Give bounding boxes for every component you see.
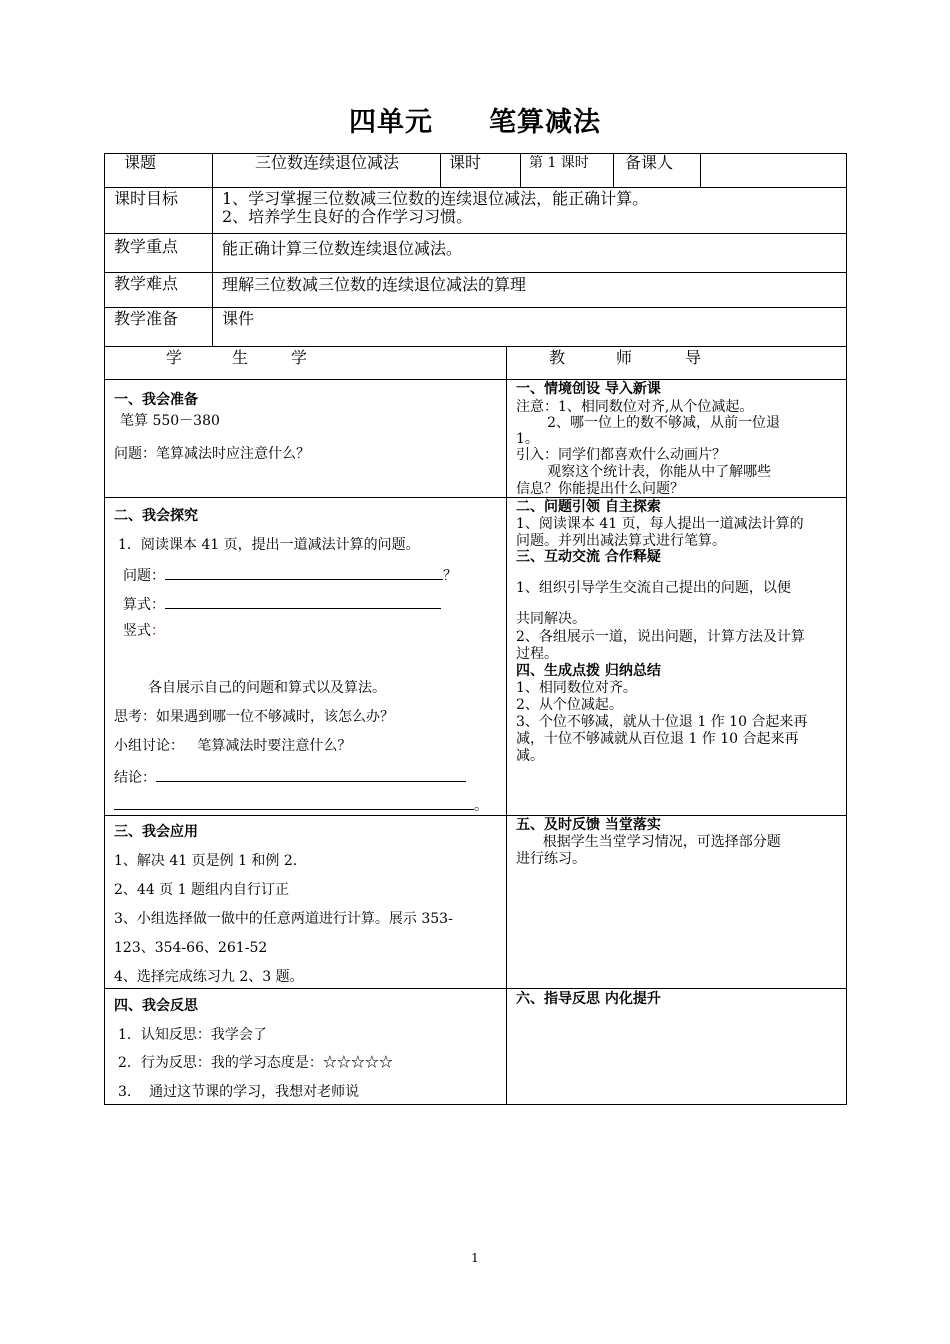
s3-teacher-heading: 五、及时反馈 当堂落实 [516,817,661,833]
preparer-label: 备课人 [625,153,674,172]
s2-teacher-heading2: 三、互动交流 合作释疑 [516,549,661,565]
difficulty-label: 教学难点 [114,274,179,293]
s3-teacher-line2: 进行练习。 [516,851,586,867]
s2-student-read: 1．阅读课本 41 页，提出一道减法计算的问题。 [118,537,420,553]
prep-label: 教学准备 [114,309,179,328]
difficulty-value: 理解三位数减三位数的连续退位减法的算理 [222,275,527,294]
student-col-char3: 学 [291,348,308,367]
period-value: 第 1 课时 [529,155,589,171]
s1-teacher-line4: 引入：同学们都喜欢什么动画片？ [516,447,726,463]
question-blank[interactable] [165,565,443,580]
formula-blank[interactable] [165,594,441,609]
s2-teacher-l3-4: 减，十位不够减就从百位退 1 作 10 合起来再 [516,731,799,747]
page-number: 1 [471,1251,479,1265]
s4-teacher-heading: 六、指导反思 内化提升 [516,991,661,1007]
objective-label: 课时目标 [114,189,179,208]
s2-teacher-l3-3: 3、个位不够减，就从十位退 1 作 10 合起来再 [516,714,808,730]
s2-teacher-heading3: 四、生成点拨 归纳总结 [516,663,661,679]
teacher-col-char2: 师 [616,348,633,367]
s1-teacher-line5: 观察这个统计表，你能从中了解哪些 [516,464,772,480]
s2-teacher-l3-2: 2、从个位减起。 [516,697,623,713]
s3-teacher-line1: 根据学生当堂学习情况，可选择部分题 [516,834,781,850]
s4-student-line1: 1．认知反思：我学会了 [118,1027,267,1043]
question-end: ？ [443,568,457,584]
s2-teacher-l2-3: 2、各组展示一道，说出问题，计算方法及计算 [516,629,805,645]
s2-teacher-l3-1: 1、相同数位对齐。 [516,680,637,696]
s2-conclusion-row2 [114,795,488,815]
formula-label: 算式： [123,597,165,613]
s4-student-line2: 2．行为反思：我的学习态度是：☆☆☆☆☆ [118,1055,393,1071]
period-label: 课时 [449,153,482,172]
s3-student-line5: 4、选择完成练习九 2、3 题。 [114,969,304,985]
s2-formula-row [123,594,441,614]
s1-teacher-line6: 信息？你能提出什么问题？ [516,481,684,497]
s2-teacher-l2-4: 过程。 [516,646,558,662]
topic-value: 三位数连续退位减法 [255,153,400,172]
s2-teacher-heading1: 二、问题引领 自主探索 [516,499,661,515]
s1-teacher-line3: 1。 [516,431,539,447]
s2-student-think: 思考：如果遇到哪一位不够减时，该怎么办？ [114,709,394,725]
prep-value: 课件 [222,309,255,328]
student-col-char2: 生 [232,348,249,367]
s2-teacher-l2-2: 共同解决。 [516,611,586,627]
teacher-col-char1: 教 [549,348,566,367]
s1-student-line2: 问题：笔算减法时应注意什么？ [114,446,310,462]
s4-student-heading: 四、我会反思 [114,998,198,1014]
s1-teacher-line1: 注意：1、相同数位对齐,从个位减起。 [516,399,754,415]
topic-label: 课题 [124,153,157,172]
s2-question-row [123,565,457,585]
s1-teacher-heading: 一、情境创设 导入新课 [516,381,661,397]
s2-vertical-row [123,623,165,640]
keypoint-value: 能正确计算三位数连续退位减法。 [222,239,463,258]
s3-student-line4: 123、354-66、261-52 [114,940,268,956]
s2-teacher-l2-1: 1、组织引导学生交流自己提出的问题，以便 [516,580,791,596]
conclusion-blank[interactable] [156,767,466,782]
s1-student-line1: 笔算 550－380 [120,413,220,429]
s2-student-show: 各自展示自己的问题和算式以及算法。 [148,680,386,696]
s2-teacher-l1-1: 1、阅读课本 41 页，每人提出一道减法计算的 [516,516,804,532]
s3-student-line1: 1、解决 41 页是例 1 和例 2. [114,853,298,869]
s2-student-heading: 二、我会探究 [114,508,198,524]
title-part1: 四单元 [349,107,433,138]
s2-student-discuss: 小组讨论： 笔算减法时要注意什么？ [114,738,352,754]
conclusion-end: 。 [474,798,488,814]
title-part2: 笔算减法 [489,107,601,138]
s3-student-line2: 2、44 页 1 题组内自行订正 [114,882,289,898]
teacher-col-char3: 导 [685,348,702,367]
objective-line2: 2、培养学生良好的合作学习习惯。 [222,207,473,226]
conclusion-blank-2[interactable] [114,795,474,810]
s1-teacher-line2: 2、哪一位上的数不够减，从前一位退 [516,415,781,431]
s2-teacher-l1-2: 问题。并列出减法算式进行笔算。 [516,533,726,549]
keypoint-label: 教学重点 [114,237,179,256]
vertical-label: 竖式 [123,623,151,639]
conclusion-label: 结论： [114,770,156,786]
question-label: 问题： [123,568,165,584]
s2-teacher-l3-5: 减。 [516,748,544,764]
vertical-colon: ： [151,623,165,639]
s4-student-line3: 3. 通过这节课的学习，我想对老师说 [118,1084,360,1100]
student-col-char1: 学 [166,348,183,367]
s3-student-line3: 3、小组选择做一做中的任意两道进行计算。展示 353- [114,911,453,927]
objective-line1: 1、学习掌握三位数减三位数的连续退位减法，能正确计算。 [222,189,649,208]
s1-student-heading: 一、我会准备 [114,392,198,408]
s2-conclusion-row [114,767,466,787]
s3-student-heading: 三、我会应用 [114,824,198,840]
